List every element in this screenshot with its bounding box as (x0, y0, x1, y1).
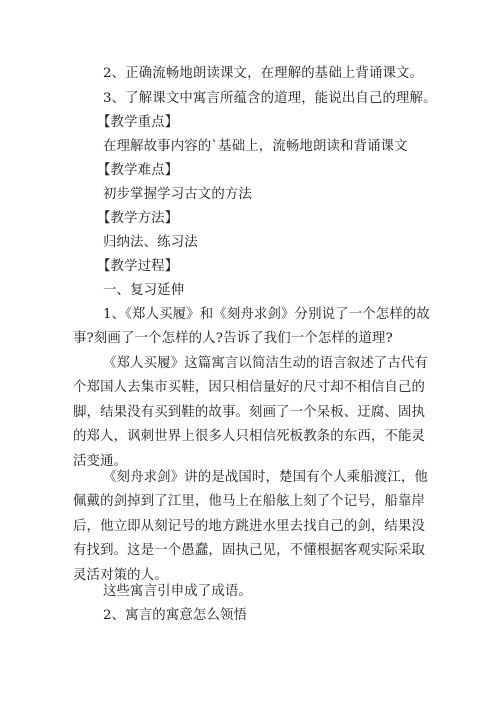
kezhou-line: 佩戴的剑掉到了江里，他马上在船舷上刻了个记号，船靠岸 (73, 494, 426, 509)
key-points-text: 在理解故事内容的`基础上，流畅地朗读和背诵课文 (103, 139, 408, 154)
kezhou-line: 后，他立即从刻记号的地方跳进水里去找自己的剑，结果没 (73, 518, 426, 534)
objective-item-3: 3、了解课文中寓言所蕴含的道理，能说出自己的理解。 (103, 91, 437, 106)
kezhou-line: 有找到。这是一个愚蠢，固执己见，不懂根据客观实际采取 (73, 543, 426, 559)
kezhou-line: 《刻舟求剑》讲的是战国时，楚国有个人乘船渡江，他 (103, 470, 428, 485)
kezhou-line: 灵活对策的人。 (73, 567, 168, 583)
zhengren-line: 个郑国人去集市买鞋，因只相信量好的尺寸却不相信自己的 (73, 380, 426, 395)
methods-text: 归纳法、练习法 (103, 235, 198, 250)
zhengren-line: 《郑人买履》这篇寓言以简洁生动的语言叙述了古代有 (103, 356, 428, 371)
process-heading: 【教学过程】 (97, 259, 179, 274)
idioms-note: 这些寓言引申成了成语。 (103, 584, 252, 599)
difficulties-text: 初步掌握学习古文的方法 (103, 187, 252, 202)
objective-item-2: 2、正确流畅地朗读课文，在理解的基础上背诵课文。 (103, 66, 424, 81)
question-one-paragraph-cont (73, 327, 393, 352)
key-points-heading: 【教学重点】 (97, 115, 179, 130)
kezhou-paragraph-first (103, 466, 428, 491)
question-one-paragraph (103, 303, 430, 328)
question-one-line: 事?刻画了一个怎样的人?告诉了我们一个怎样的道理? (73, 331, 393, 346)
zhengren-paragraph-first (103, 352, 428, 377)
difficulties-heading: 【教学难点】 (97, 163, 179, 178)
zhengren-line: 的郑人，讽刺世界上很多人只相信死板教条的东西，不能灵 (73, 429, 426, 445)
question-one-line: 1、《郑人买履》和《刻舟求剑》分别说了一个怎样的故 (103, 307, 430, 322)
kezhou-paragraph-rest (73, 490, 425, 588)
zhengren-line: 脚，结果没有买到鞋的故事。刻画了一个呆板、迂腐、固执 (73, 404, 426, 420)
methods-heading: 【教学方法】 (97, 211, 179, 226)
question-two-heading: 2、寓言的寓意怎么领悟 (103, 608, 248, 623)
section-heading-review: 一、复习延伸 (103, 283, 185, 298)
zhengren-line: 活变通。 (73, 453, 128, 469)
zhengren-paragraph-rest (73, 376, 425, 474)
